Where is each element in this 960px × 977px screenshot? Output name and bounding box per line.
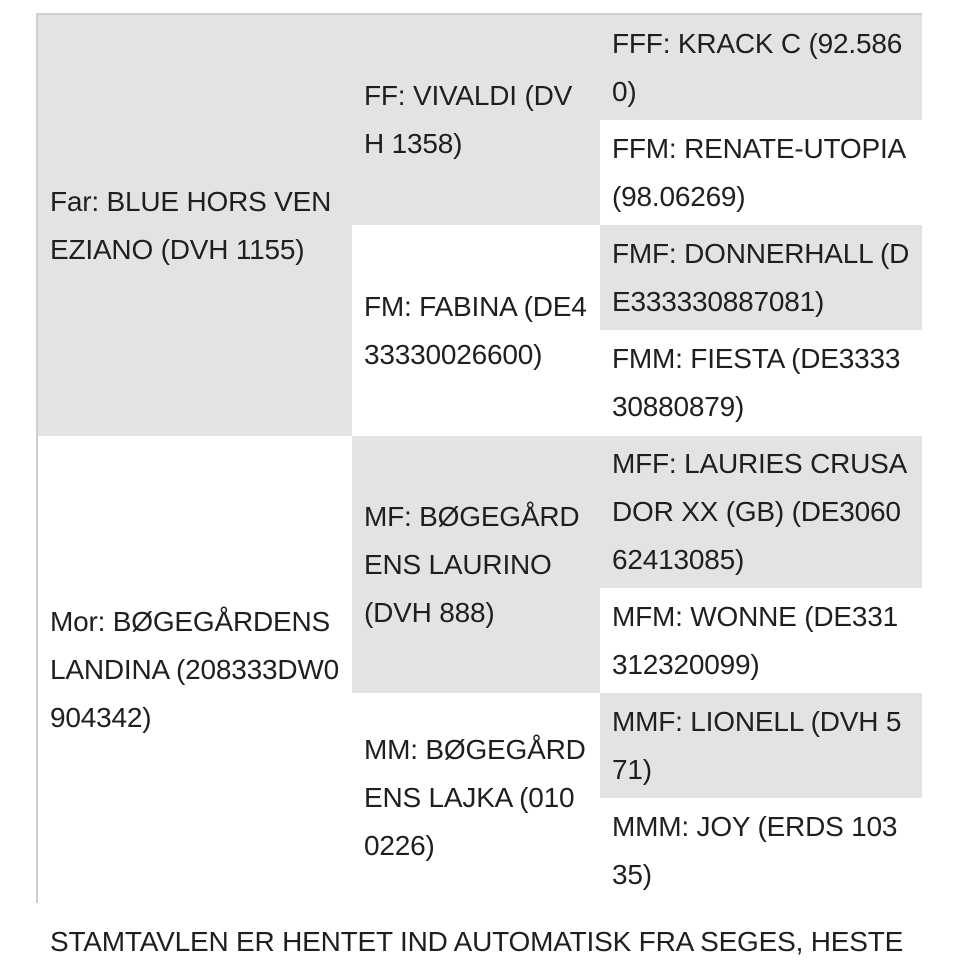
mmf-label: MMF: LIONELL (DVH 571): [612, 705, 902, 785]
sire-cell: [38, 15, 352, 436]
mff-label: MFF: LAURIES CRUSADOR XX (GB) (DE306062413085): [612, 448, 908, 575]
fff-cell: [600, 15, 922, 120]
sire-dam-cell: [352, 225, 600, 436]
source-note: STAMTAVLEN ER HENTET IND AUTOMATISK FRA SEGES, HESTE: [50, 926, 904, 957]
sire-sire-label: FF: VIVALDI (DVH 1358): [364, 80, 573, 159]
mmm-cell: [600, 798, 922, 903]
sire-sire-cell: [352, 15, 600, 225]
sire-label: Far: BLUE HORS VENEZIANO (DVH 1155): [50, 185, 332, 265]
pedigree-table: [36, 13, 922, 903]
ffm-cell: [600, 120, 922, 225]
fff-label: FFF: KRACK C (92.5860): [612, 27, 903, 107]
fmf-cell: [600, 225, 922, 330]
dam-sire-cell: [352, 436, 600, 693]
mmf-cell: [600, 693, 922, 798]
fmf-label: FMF: DONNERHALL (DE333330887081): [612, 237, 910, 317]
fmm-label: FMM: FIESTA (DE333330880879): [612, 343, 901, 422]
dam-dam-label: MM: BØGEGÅRDENS LAJKA (0100226): [364, 734, 586, 861]
mfm-cell: [600, 588, 922, 693]
dam-cell: [38, 436, 352, 903]
mmm-label: MMM: JOY (ERDS 10335): [612, 810, 898, 890]
fmm-cell: [600, 330, 922, 436]
dam-sire-label: MF: BØGEGÅRDENS LAURINO (DVH 888): [364, 500, 580, 628]
dam-label: Mor: BØGEGÅRDENS LANDINA (208333DW0904342): [50, 605, 339, 733]
mfm-label: MFM: WONNE (DE331312320099): [612, 600, 898, 680]
dam-dam-cell: [352, 693, 600, 903]
sire-dam-label: FM: FABINA (DE433330026600): [364, 290, 587, 370]
mff-cell: [600, 436, 922, 588]
ffm-label: FFM: RENATE-UTOPIA (98.06269): [612, 132, 905, 212]
